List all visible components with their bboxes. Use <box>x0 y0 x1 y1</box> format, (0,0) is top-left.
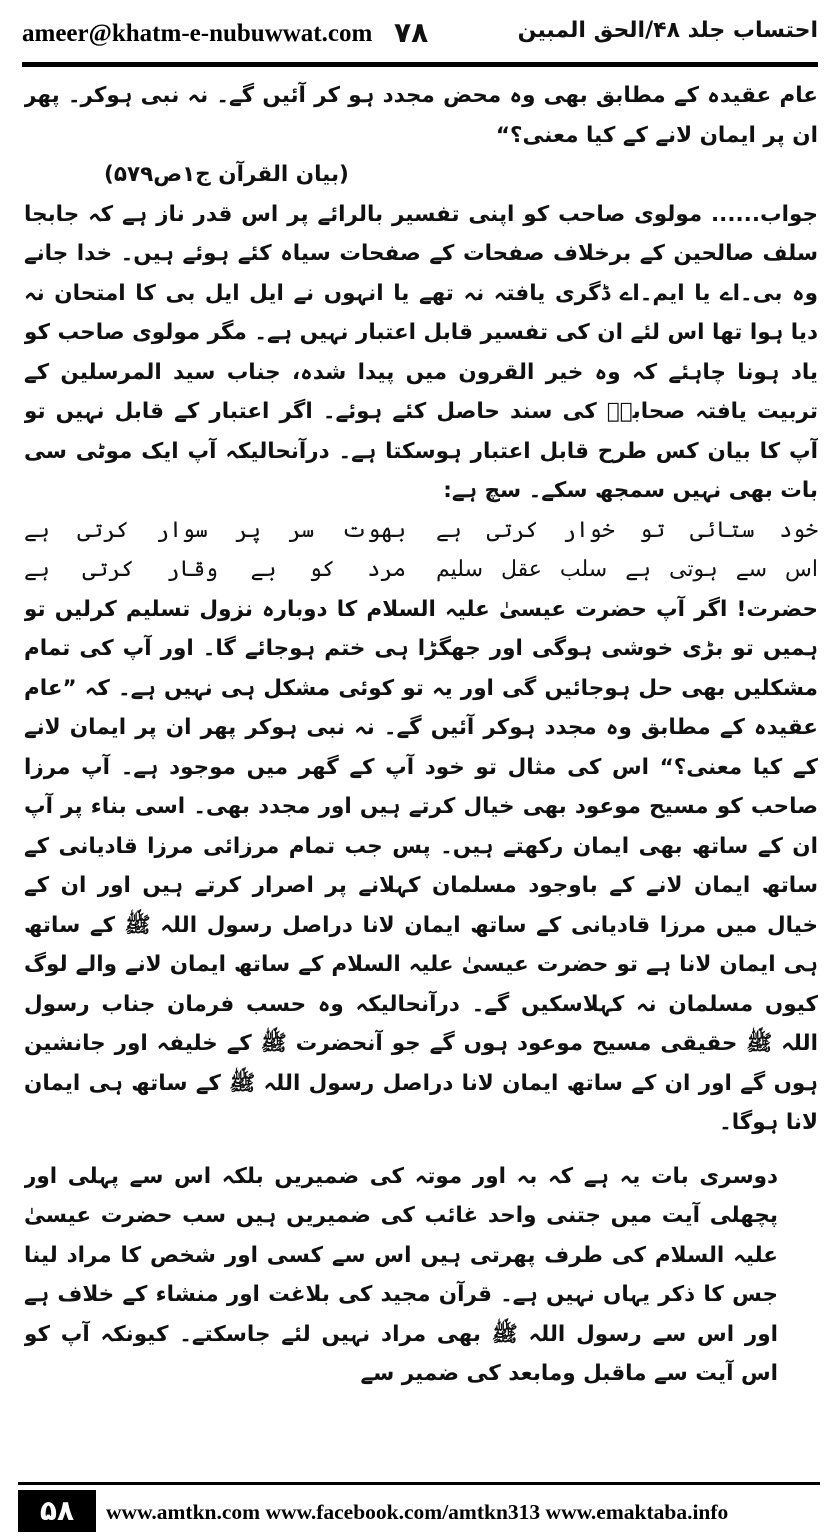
header-page-marker: ۷۸ <box>394 16 429 49</box>
paragraph-answer <box>24 195 818 511</box>
paragraph-hazrat: حضرت! اگر آپ حضرت عیسیٰ علیہ السلام کا دوبارہ نزول تسلیم کرلیں تو ہمیں تو بڑی خوشی ہوگی اور جھگڑا ہی ختم ہوجائے گا۔ اور آپ کی تمام مشکلیں بھی حل ہوجائیں گی اور یہ تو کوئی مشکل ہی نہیں ہے۔ کہ ”عام عقیدہ کے مطابق وہ مجدد ہوکر آئیں گے۔ نہ نبی ہوکر پھر ان پر ایمان لانے کے کیا معنی؟“ اس کی مثال تو خود آپ کے گھر میں موجود ہے۔ آپ مرزا صاحب کو مسیح موعود بھی خیال کرتے ہیں اور مجدد بھی۔ اسی بناء پر آپ ان کے ساتھ بھی ایمان رکھتے ہیں۔ پس جب تمام مرزائی مرزا قادیانی کے ساتھ ایمان لانے کے باوجود مسلمان کہلانے پر اصرار کرتے ہیں اور ان کے خیال میں مرزا قادیانی کے ساتھ ایمان لانا دراصل رسول اللہ ﷺ کے ساتھ ہی ایمان لانا ہے تو حضرت عیسیٰ علیہ السلام کے ساتھ ایمان لانے والے لوگ کیوں مسلمان نہ کہلاسکیں گے۔ درآنحالیکہ وہ حسب فرمان جناب رسول اللہ ﷺ حقیقی مسیح موعود ہوں گے جو آنحضرت ﷺ کے خلیفہ اور جانشین ہوں گے اور ان کے ساتھ ایمان لانا دراصل رسول اللہ ﷺ کے ساتھ ہی ایمان لانا ہوگا۔ <box>24 596 818 1135</box>
answer-label: جواب...... <box>711 201 818 227</box>
page-footer <box>18 1482 820 1534</box>
poem-verse-3: اس سے ہوتی ہے سلب عقل سلیم <box>436 557 818 582</box>
footer-divider <box>18 1482 820 1485</box>
page-header <box>22 18 818 58</box>
poem-verse-4: مرد کو بے وقار کرتی ہے <box>24 557 406 582</box>
header-email[interactable]: ameer@khatm-e-nubuwwat.com <box>22 20 373 47</box>
paragraph-quote <box>24 76 818 195</box>
footer-links[interactable]: www.amtkn.com www.facebook.com/amtkn313 www.emaktaba.info <box>106 1500 729 1524</box>
page-number: ۵۸ <box>18 1490 96 1532</box>
page-content <box>24 76 818 1472</box>
poem-verse-2: بھوت سر پر سوار کرتی ہے <box>24 517 406 543</box>
citation: (بیان القرآن ج۱ص۵۷۹) <box>104 162 349 187</box>
paragraph-quote-text: عام عقیدہ کے مطابق بھی وہ محض مجدد ہو کر آئیں گے۔ نہ نبی ہوکر۔ پھر ان پر ایمان لانے کے کیا معنی؟“ <box>24 83 818 148</box>
paragraph-spacer <box>24 1143 818 1157</box>
paragraph-answer-text: مولوی صاحب کو اپنی تفسیر بالرائے پر اس قدر ناز ہے کہ جابجا سلف صالحین کے برخلاف صفحات کے صفحات سیاہ کئے ہوئے ہیں۔ خدا جانے وہ بی۔اے یا ایم۔اے ڈگری یافتہ نہ تھے یا انہوں نے ایل ایل بی کا امتحان نہ دیا ہوا تھا اس لئے ان کی تفسیر قابل اعتبار نہیں ہے۔ مگر مولوی صاحب کو یاد ہونا چاہئے کہ وہ خیر القرون میں پیدا شدہ، جناب سید المرسلین کے تربیت یافتہ صحابہؓ کی سند حاصل کئے ہوئے۔ اگر اعتبار کے قابل نہیں تو آپ کا بیان کس طرح قابل اعتبار ہوسکتا ہے۔ درآنحالیکہ آپ ایک موٹی سی بات بھی نہیں سمجھ سکے۔ سچ ہے: <box>24 201 818 503</box>
header-divider <box>22 62 818 67</box>
header-title: احتساب جلد ۴۸/الحق المبین <box>517 18 818 43</box>
paragraph-second-point: دوسری بات یہ ہے کہ بہ اور موتہ کی ضمیریں بلکہ اس سے پہلی اور پچھلی آیت میں جتنی واحد غائب کی ضمیریں ہیں سب حضرت عیسیٰ علیہ السلام کی طرف پھرتی ہیں اس سے کسی اور شخص کا مراد لینا جس کا ذکر یہاں نہیں ہے۔ قرآن مجید کی بلاغت اور منشاء کے خلاف ہے اور اس سے رسول اللہ ﷺ بھی مراد نہیں لئے جاسکتے۔ کیونکہ آپ کو اس آیت سے ماقبل ومابعد کی ضمیر سے <box>24 1163 778 1386</box>
poem <box>24 511 818 590</box>
poem-verse-1: خود ستائی تو خوار کرتی ہے <box>436 517 818 543</box>
